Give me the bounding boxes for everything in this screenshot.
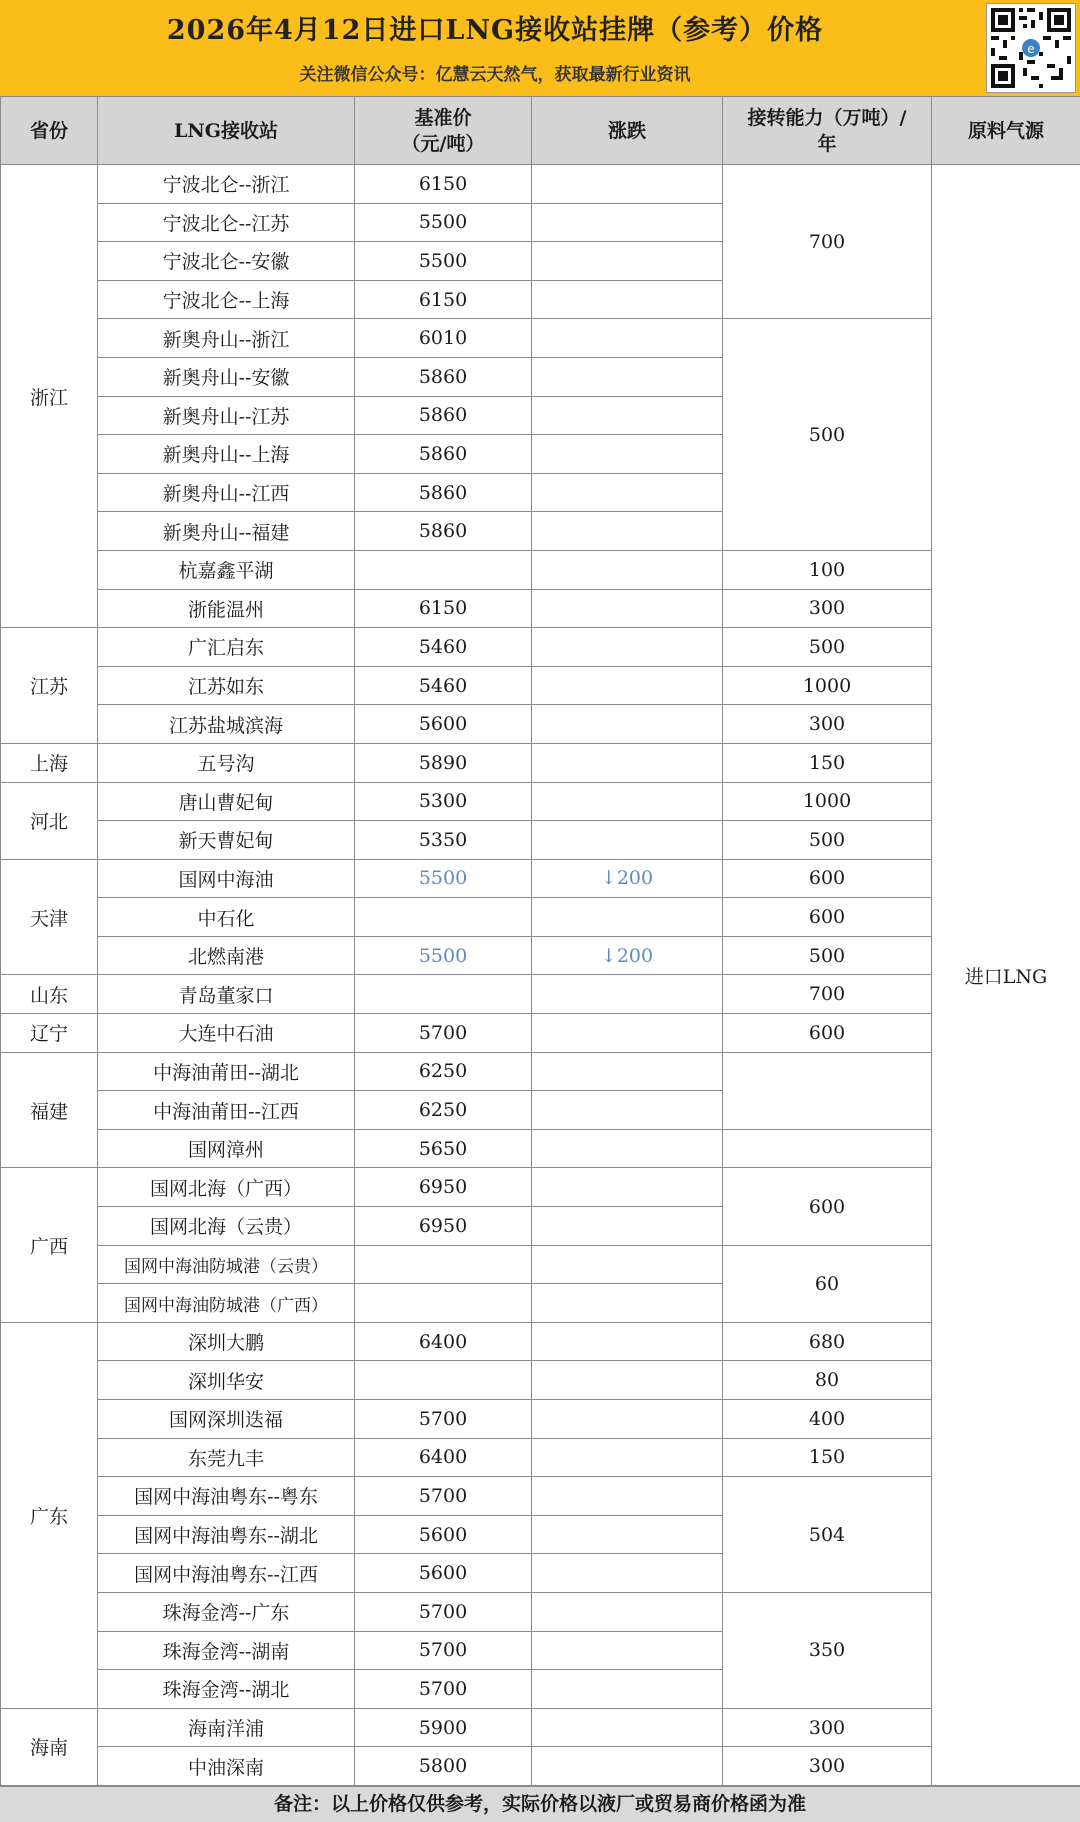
- change-cell: [532, 1747, 723, 1786]
- station-cell: 五号沟: [98, 743, 355, 782]
- price-cell: 5460: [355, 666, 532, 705]
- station-cell: 江苏盐城滨海: [98, 705, 355, 744]
- change-cell: [532, 666, 723, 705]
- qr-code-image: [987, 4, 1075, 92]
- change-cell: [532, 628, 723, 667]
- change-cell: [532, 357, 723, 396]
- change-cell: [532, 473, 723, 512]
- price-cell: 5860: [355, 435, 532, 474]
- change-cell: [532, 1168, 723, 1207]
- header-price-line2: （元/吨）: [355, 131, 531, 157]
- table-row: [1, 936, 1080, 975]
- page-title: 2026年4月12日进口LNG接收站挂牌（参考）价格: [0, 8, 990, 47]
- province-cell: 河北: [1, 782, 98, 859]
- source-cell: 进口LNG: [932, 165, 1080, 1786]
- change-cell: [532, 1631, 723, 1670]
- station-cell: 宁波北仑--江苏: [98, 203, 355, 242]
- price-cell: 6250: [355, 1091, 532, 1130]
- station-cell: 国网中海油防城港（云贵）: [98, 1245, 355, 1284]
- capacity-cell: 700: [723, 165, 932, 319]
- footer-note: 备注：以上价格仅供参考，实际价格以液厂或贸易商价格函为准: [0, 1786, 1080, 1822]
- price-cell: 6400: [355, 1322, 532, 1361]
- change-cell: [532, 512, 723, 551]
- station-cell: 宁波北仑--上海: [98, 280, 355, 319]
- change-cell: ↓200: [532, 859, 723, 898]
- price-cell: [355, 1361, 532, 1400]
- province-cell: 天津: [1, 859, 98, 975]
- station-cell: 中海油莆田--江西: [98, 1091, 355, 1130]
- price-cell: 6950: [355, 1168, 532, 1207]
- table-row: [1, 859, 1080, 898]
- price-cell: 5650: [355, 1129, 532, 1168]
- price-cell: 5890: [355, 743, 532, 782]
- capacity-cell: 400: [723, 1400, 932, 1439]
- province-cell: 福建: [1, 1052, 98, 1168]
- price-cell: 5700: [355, 1400, 532, 1439]
- station-cell: 中油深南: [98, 1747, 355, 1786]
- price-cell: 5860: [355, 473, 532, 512]
- capacity-cell: 500: [723, 628, 932, 667]
- header-station: LNG接收站: [98, 97, 355, 165]
- price-cell: 6400: [355, 1438, 532, 1477]
- station-cell: 新天曹妃甸: [98, 821, 355, 860]
- table-row: [1, 1708, 1080, 1747]
- station-cell: 青岛董家口: [98, 975, 355, 1014]
- price-cell: 5700: [355, 1631, 532, 1670]
- station-cell: 深圳大鹏: [98, 1322, 355, 1361]
- table-row: [1, 821, 1080, 860]
- station-cell: 国网中海油: [98, 859, 355, 898]
- price-cell: 5700: [355, 1477, 532, 1516]
- header-price: [355, 97, 532, 165]
- table-row: [1, 550, 1080, 589]
- change-cell: [532, 165, 723, 204]
- change-cell: [532, 1477, 723, 1516]
- station-cell: 新奥舟山--江西: [98, 473, 355, 512]
- change-cell: [532, 1322, 723, 1361]
- change-cell: [532, 1052, 723, 1091]
- price-cell: 5350: [355, 821, 532, 860]
- capacity-cell: 1000: [723, 666, 932, 705]
- header-banner: [0, 0, 1080, 98]
- capacity-cell: 500: [723, 319, 932, 551]
- svg-text:e: e: [1027, 42, 1034, 56]
- change-cell: [532, 1592, 723, 1631]
- price-cell: [355, 898, 532, 937]
- table-row: [1, 743, 1080, 782]
- price-table: [0, 96, 1080, 1786]
- station-cell: 中石化: [98, 898, 355, 937]
- price-cell: 5860: [355, 512, 532, 551]
- station-cell: 唐山曹妃甸: [98, 782, 355, 821]
- table-row: [1, 898, 1080, 937]
- header-change: 涨跌: [532, 97, 723, 165]
- price-cell: 5860: [355, 396, 532, 435]
- station-cell: 新奥舟山--江苏: [98, 396, 355, 435]
- capacity-cell: 300: [723, 1747, 932, 1786]
- change-cell: [532, 550, 723, 589]
- price-cell: 6150: [355, 589, 532, 628]
- table-row: [1, 782, 1080, 821]
- province-cell: 广东: [1, 1322, 98, 1708]
- change-cell: [532, 1515, 723, 1554]
- change-cell: [532, 743, 723, 782]
- province-cell: 山东: [1, 975, 98, 1014]
- station-cell: 国网中海油粤东--粤东: [98, 1477, 355, 1516]
- capacity-cell: [723, 1052, 932, 1129]
- station-cell: 浙能温州: [98, 589, 355, 628]
- change-cell: [532, 1400, 723, 1439]
- price-cell: 5600: [355, 1554, 532, 1593]
- capacity-cell: 600: [723, 898, 932, 937]
- station-cell: 珠海金湾--广东: [98, 1592, 355, 1631]
- capacity-cell: 600: [723, 1014, 932, 1053]
- price-cell: 6150: [355, 280, 532, 319]
- station-cell: 国网中海油粤东--江西: [98, 1554, 355, 1593]
- station-cell: 海南洋浦: [98, 1708, 355, 1747]
- table-row: [1, 1438, 1080, 1477]
- capacity-cell: 1000: [723, 782, 932, 821]
- change-cell: [532, 898, 723, 937]
- table-row: [1, 1014, 1080, 1053]
- change-cell: [532, 396, 723, 435]
- capacity-cell: 100: [723, 550, 932, 589]
- price-cell: 5700: [355, 1014, 532, 1053]
- price-cell: [355, 975, 532, 1014]
- capacity-cell: 150: [723, 743, 932, 782]
- capacity-cell: 504: [723, 1477, 932, 1593]
- price-cell: [355, 1245, 532, 1284]
- change-cell: [532, 1438, 723, 1477]
- capacity-cell: 500: [723, 936, 932, 975]
- price-cell: [355, 550, 532, 589]
- station-cell: 东莞九丰: [98, 1438, 355, 1477]
- table-body: [1, 165, 1080, 1786]
- table-row: [1, 1747, 1080, 1786]
- table-row: [1, 1322, 1080, 1361]
- table-row: [1, 1400, 1080, 1439]
- province-cell: 广西: [1, 1168, 98, 1322]
- qr-code: [986, 3, 1076, 93]
- station-cell: 珠海金湾--湖南: [98, 1631, 355, 1670]
- station-cell: 新奥舟山--安徽: [98, 357, 355, 396]
- capacity-cell: 300: [723, 589, 932, 628]
- table-row: [1, 319, 1080, 358]
- capacity-cell: 150: [723, 1438, 932, 1477]
- table-row: [1, 705, 1080, 744]
- station-cell: 大连中石油: [98, 1014, 355, 1053]
- header-capacity: [723, 97, 932, 165]
- station-cell: 国网北海（云贵）: [98, 1207, 355, 1246]
- price-cell: 5700: [355, 1592, 532, 1631]
- capacity-cell: 600: [723, 859, 932, 898]
- table-header-row: [1, 97, 1080, 165]
- table-row: [1, 1361, 1080, 1400]
- change-cell: [532, 242, 723, 281]
- capacity-cell: [723, 1129, 932, 1168]
- capacity-cell: 300: [723, 705, 932, 744]
- table-row: [1, 1129, 1080, 1168]
- change-cell: [532, 1091, 723, 1130]
- header-source: 原料气源: [932, 97, 1080, 165]
- capacity-cell: 500: [723, 821, 932, 860]
- station-cell: 珠海金湾--湖北: [98, 1670, 355, 1709]
- table-row: [1, 975, 1080, 1014]
- capacity-cell: 680: [723, 1322, 932, 1361]
- province-cell: 辽宁: [1, 1014, 98, 1053]
- price-cell: 6950: [355, 1207, 532, 1246]
- change-cell: [532, 782, 723, 821]
- table-row: [1, 165, 1080, 204]
- price-cell: 5500: [355, 242, 532, 281]
- price-cell: 5500: [355, 936, 532, 975]
- table-row: [1, 1592, 1080, 1631]
- price-cell: 6010: [355, 319, 532, 358]
- table-row: [1, 1168, 1080, 1207]
- province-cell: 海南: [1, 1708, 98, 1785]
- change-cell: [532, 1554, 723, 1593]
- change-cell: [532, 1014, 723, 1053]
- capacity-cell: 60: [723, 1245, 932, 1322]
- table-row: [1, 1245, 1080, 1284]
- price-cell: 6150: [355, 165, 532, 204]
- price-cell: 5600: [355, 1515, 532, 1554]
- change-cell: [532, 1670, 723, 1709]
- change-cell: [532, 1361, 723, 1400]
- table-row: [1, 628, 1080, 667]
- header-capacity-line2: 年: [723, 131, 931, 157]
- station-cell: 国网北海（广西）: [98, 1168, 355, 1207]
- change-cell: [532, 280, 723, 319]
- change-cell: [532, 975, 723, 1014]
- station-cell: 广汇启东: [98, 628, 355, 667]
- change-cell: [532, 1245, 723, 1284]
- header-province: 省份: [1, 97, 98, 165]
- table-row: [1, 1477, 1080, 1516]
- station-cell: 杭嘉鑫平湖: [98, 550, 355, 589]
- station-cell: 国网深圳迭福: [98, 1400, 355, 1439]
- station-cell: 新奥舟山--浙江: [98, 319, 355, 358]
- capacity-cell: 600: [723, 1168, 932, 1245]
- station-cell: 中海油莆田--湖北: [98, 1052, 355, 1091]
- station-cell: 国网中海油防城港（广西）: [98, 1284, 355, 1323]
- province-cell: 上海: [1, 743, 98, 782]
- price-cell: 5300: [355, 782, 532, 821]
- change-cell: [532, 435, 723, 474]
- change-cell: [532, 319, 723, 358]
- station-cell: 宁波北仑--安徽: [98, 242, 355, 281]
- header-capacity-line1: 接转能力（万吨）/: [723, 105, 931, 131]
- station-cell: 国网漳州: [98, 1129, 355, 1168]
- price-cell: 6250: [355, 1052, 532, 1091]
- station-cell: 新奥舟山--上海: [98, 435, 355, 474]
- change-cell: [532, 1284, 723, 1323]
- capacity-cell: 300: [723, 1708, 932, 1747]
- header-price-line1: 基准价: [355, 105, 531, 131]
- province-cell: 江苏: [1, 628, 98, 744]
- capacity-cell: 80: [723, 1361, 932, 1400]
- change-cell: [532, 1129, 723, 1168]
- price-cell: 5460: [355, 628, 532, 667]
- price-cell: 5600: [355, 705, 532, 744]
- capacity-cell: 700: [723, 975, 932, 1014]
- subtitle: 关注微信公众号：亿慧云天然气，获取最新行业资讯: [0, 60, 990, 85]
- station-cell: 宁波北仑--浙江: [98, 165, 355, 204]
- province-cell: 浙江: [1, 165, 98, 628]
- price-cell: 5700: [355, 1670, 532, 1709]
- price-cell: 5900: [355, 1708, 532, 1747]
- station-cell: 深圳华安: [98, 1361, 355, 1400]
- table-row: [1, 666, 1080, 705]
- station-cell: 江苏如东: [98, 666, 355, 705]
- capacity-cell: 350: [723, 1592, 932, 1708]
- table-row: [1, 1052, 1080, 1091]
- change-cell: [532, 705, 723, 744]
- change-cell: [532, 589, 723, 628]
- change-cell: [532, 1708, 723, 1747]
- price-cell: [355, 1284, 532, 1323]
- change-cell: [532, 1207, 723, 1246]
- station-cell: 国网中海油粤东--湖北: [98, 1515, 355, 1554]
- change-cell: [532, 203, 723, 242]
- price-cell: 5800: [355, 1747, 532, 1786]
- price-cell: 5500: [355, 859, 532, 898]
- change-cell: [532, 821, 723, 860]
- price-cell: 5860: [355, 357, 532, 396]
- station-cell: 北燃南港: [98, 936, 355, 975]
- table-row: [1, 589, 1080, 628]
- price-cell: 5500: [355, 203, 532, 242]
- change-cell: ↓200: [532, 936, 723, 975]
- station-cell: 新奥舟山--福建: [98, 512, 355, 551]
